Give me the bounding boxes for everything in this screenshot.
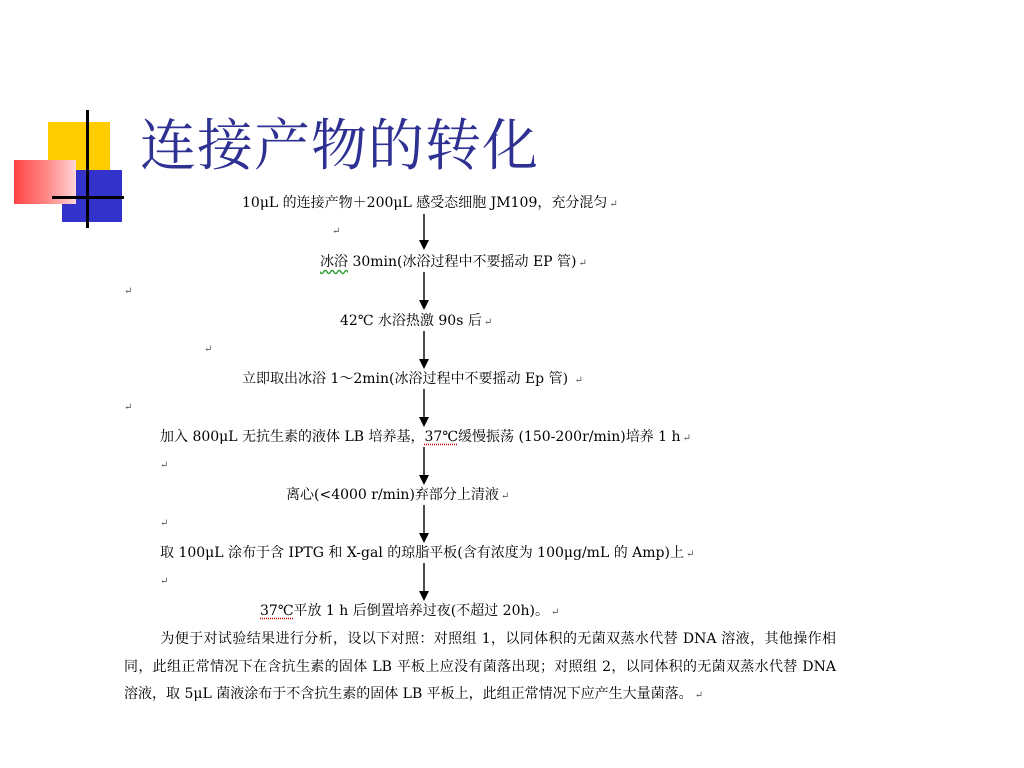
paragraph-mark: ↵ (609, 199, 618, 210)
paragraph-mark: ↵ (685, 549, 695, 560)
flow-step-5 (160, 427, 691, 449)
down-arrow-icon (418, 389, 430, 427)
flow-step-2-text-b: 30min(冰浴过程中不要摇动 EP 管) (348, 254, 577, 270)
paragraph-mark: ↵ (160, 460, 169, 471)
decorative-squares-icon (0, 0, 160, 240)
down-arrow-icon (418, 447, 430, 485)
flow-step-6-text: 离心(<4000 r/min)弃部分上清液 (286, 487, 499, 503)
paragraph-mark: ↵ (124, 286, 133, 297)
cross-vertical-line (86, 110, 89, 228)
cross-horizontal-line (52, 196, 124, 199)
paragraph-mark: ↵ (574, 375, 583, 386)
flow-step-8-text-a: 37℃ (260, 603, 294, 619)
control-note-paragraph (124, 626, 836, 710)
flow-step-4 (242, 369, 583, 391)
flow-step-1 (242, 193, 618, 215)
flow-step-5-text-c: 缓慢振荡 (150-200r/min)培养 1 h (458, 429, 681, 445)
paragraph-mark: ↵ (550, 607, 560, 618)
down-arrow-icon (418, 272, 430, 310)
paragraph-mark: ↵ (500, 491, 510, 502)
flow-step-8 (260, 601, 559, 623)
paragraph-mark: ↵ (578, 258, 587, 269)
control-note-text: 为便于对试验结果进行分析，设以下对照：对照组 1，以同体积的无菌双蒸水代替 DNA 溶液，其他操作相同，此组正常情况下在含抗生素的固体 LB 平板上应没有菌落出现；对照组 2，以同体积的无菌双蒸水代替 DNA 溶液，取 5μL 菌液涂布于不含抗生素的固体 LB 平板上，此组正常情况下应产生大量菌落。 (124, 631, 836, 702)
flow-step-8-text-b: 平放 1 h 后倒置培养过夜(不超过 20h)。 (293, 603, 549, 619)
paragraph-mark: ↵ (160, 518, 169, 529)
paragraph-mark: ↵ (124, 402, 133, 413)
flow-step-4-text: 立即取出冰浴 1～2min(冰浴过程中不要摇动 Ep 管) (242, 371, 573, 387)
paragraph-mark: ↵ (204, 344, 213, 355)
paragraph-mark: ↵ (332, 226, 341, 237)
paragraph-mark: ↵ (483, 317, 493, 328)
flow-step-7 (160, 543, 694, 565)
down-arrow-icon (418, 331, 430, 369)
down-arrow-icon (418, 214, 430, 250)
flow-step-2-text-a: 冰浴 (320, 254, 348, 270)
down-arrow-icon (418, 505, 430, 543)
flow-step-7-text: 取 100μL 涂布于含 IPTG 和 X-gal 的琼脂平板(含有浓度为 100μg/mL 的 Amp)上 (160, 545, 684, 561)
paragraph-mark: ↵ (160, 576, 169, 587)
flow-step-3-text: 42℃ 水浴热激 90s 后 (340, 313, 482, 329)
slide-title: 连接产物的转化 (140, 114, 539, 179)
flow-step-2 (320, 252, 587, 274)
paragraph-mark: ↵ (694, 690, 704, 701)
paragraph-mark: ↵ (682, 433, 691, 444)
flow-step-6 (286, 485, 509, 507)
down-arrow-icon (418, 563, 430, 601)
flow-step-1-text: 10μL 的连接产物＋200μL 感受态细胞 JM109，充分混匀 (242, 195, 608, 211)
flow-step-5-text-a: 加入 800μL 无抗生素的液体 LB 培养基， (160, 429, 425, 445)
flow-step-3 (340, 311, 492, 333)
flow-step-5-text-b: 37℃ (424, 429, 458, 445)
